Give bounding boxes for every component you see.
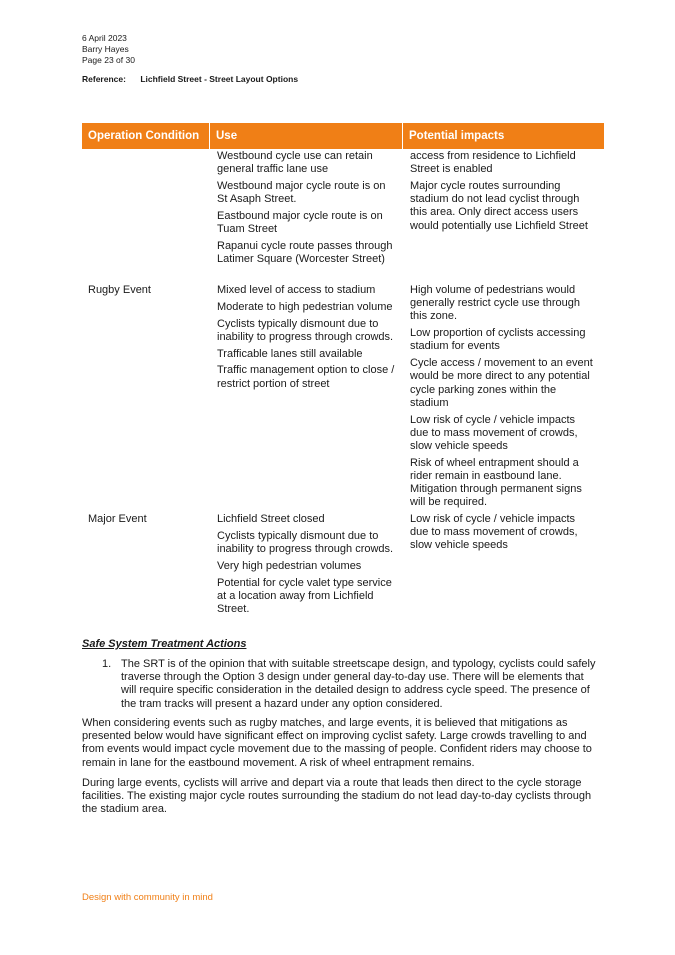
header-page-number: Page 23 of 30	[82, 55, 135, 65]
page-header	[82, 33, 135, 66]
use-cell	[209, 284, 402, 513]
use-item: Very high pedestrian volumes	[217, 559, 362, 572]
impact-item: Cycle access / movement to an event would be more direct to any potential cycle parking zones within the stadium	[410, 357, 593, 409]
reference-label: Reference:	[82, 74, 126, 84]
list-number: 1.	[102, 658, 112, 670]
use-item: Westbound major cycle route is on St Asaph Street.	[217, 180, 386, 206]
impacts-cell	[402, 513, 604, 633]
use-item: Trafficable lanes still available	[217, 347, 363, 360]
use-item: Rapanui cycle route passes through Latimer Square (Worcester Street)	[217, 240, 393, 266]
condition-cell	[82, 150, 209, 284]
impact-item: Major cycle routes surrounding stadium do not lead cyclist through this area. Only direct access users would potentially use Lichfield Street	[410, 180, 588, 232]
body-paragraph: During large events, cyclists will arrive and depart via a route that leads then direct to the cycle storage facilities. The existing major cycle routes surrounding the stadium do not lead day-to-day cyclists through the stadium area.	[82, 777, 592, 816]
footer-tagline: Design with community in mind	[82, 892, 213, 903]
use-item: Moderate to high pedestrian volume	[217, 300, 393, 313]
table-row	[82, 149, 604, 284]
reference-value: Lichfield Street - Street Layout Options	[140, 74, 299, 84]
list-item-text: The SRT is of the opinion that with suitable streetscape design, and typology, cyclists could safely traverse through the Option 3 design under general day-to-day use. There will be elements that will require specific consideration in the detailed design to address cycle speed. The presence of the tram tracks will present a hazard under any option considered.	[121, 658, 596, 710]
use-item: Eastbound major cycle route is on Tuam Street	[217, 210, 383, 236]
use-item: Cyclists typically dismount due to inability to progress through crowds.	[217, 317, 394, 343]
column-header-impacts: Potential impacts	[402, 123, 604, 149]
table-row	[82, 513, 604, 633]
impact-item: Risk of wheel entrapment should a rider remain in eastbound lane. Mitigation through permanent signs will be required.	[410, 456, 582, 509]
numbered-list	[102, 658, 597, 711]
impact-item: Low proportion of cyclists accessing stadium for events	[410, 327, 586, 353]
operation-table	[82, 123, 604, 633]
impacts-cell	[402, 150, 604, 284]
use-item: Westbound cycle use can retain general traffic lane use	[217, 150, 373, 176]
use-item: Traffic management option to close / restrict portion of street	[217, 364, 395, 390]
header-date: 6 April 2023	[82, 33, 127, 43]
impacts-cell	[402, 284, 604, 513]
body-paragraph: When considering events such as rugby matches, and large events, it is believed that mitigations as presented below would have significant effect on improving cyclist safety. Large crowds travelling to and from events would impact cycle movement due to the massing of people. Confident riders may choose to remain in lane for the eastbound movement. A risk of wheel entrapment remains.	[82, 717, 592, 769]
reference-line	[82, 74, 298, 84]
table-row	[82, 284, 604, 513]
table-header-row	[82, 123, 604, 149]
condition-cell: Major Event	[88, 513, 147, 525]
section-heading: Safe System Treatment Actions	[82, 638, 247, 650]
header-author: Barry Hayes	[82, 44, 129, 54]
use-cell	[209, 513, 402, 633]
impact-item: Low risk of cycle / vehicle impacts due to mass movement of crowds, slow vehicle speeds	[410, 413, 578, 453]
use-item: Potential for cycle valet type service at a location away from Lichfield Street.	[217, 576, 392, 615]
condition-cell: Rugby Event	[88, 284, 151, 296]
column-header-condition: Operation Condition	[88, 130, 200, 142]
use-item: Lichfield Street closed	[217, 513, 325, 525]
impact-item: High volume of pedestrians would generally restrict cycle use through this zone.	[410, 284, 580, 323]
use-cell	[209, 150, 402, 284]
column-header-use: Use	[209, 123, 402, 149]
use-item: Cyclists typically dismount due to inability to progress through crowds.	[217, 529, 394, 555]
impact-item: Low risk of cycle / vehicle impacts due to mass movement of crowds, slow vehicle speeds	[410, 513, 578, 552]
impact-item: access from residence to Lichfield Street is enabled	[410, 150, 576, 176]
use-item: Mixed level of access to stadium	[217, 284, 376, 296]
